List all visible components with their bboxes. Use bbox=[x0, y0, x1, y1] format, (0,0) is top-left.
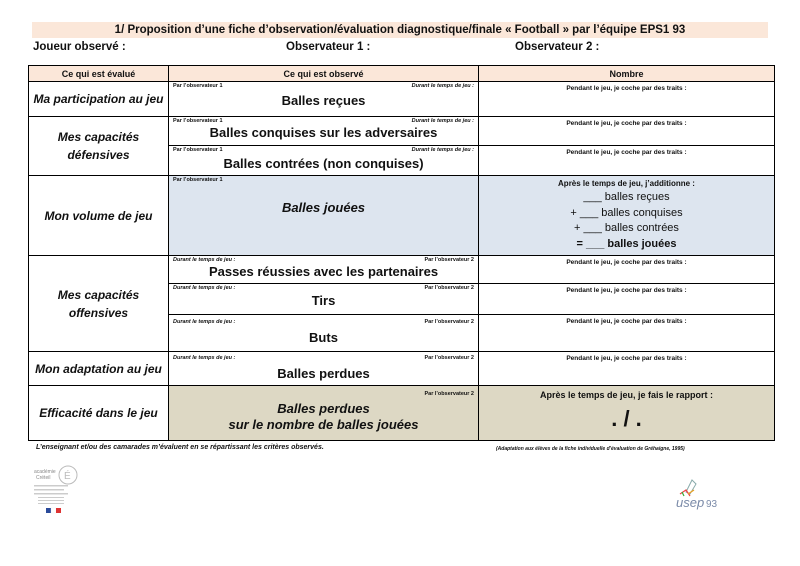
observed-balles-perdues: Balles perdues bbox=[277, 366, 370, 381]
tally-field[interactable]: Pendant le jeu, je coche par des traits : bbox=[479, 315, 775, 352]
svg-text:académie: académie bbox=[34, 469, 56, 475]
tag-obs1: Par l’observateur 1 bbox=[173, 118, 223, 124]
tag-durant: Durant le temps de jeu : bbox=[173, 285, 236, 291]
svg-text:usep: usep bbox=[676, 495, 705, 510]
svg-text:93: 93 bbox=[706, 499, 718, 510]
tag-obs2: Par l’observateur 2 bbox=[424, 319, 474, 325]
academie-creteil-logo bbox=[28, 463, 88, 518]
tag-durant: Durant le temps de jeu : bbox=[411, 118, 474, 124]
observateur2-label: Observateur 2 : bbox=[515, 41, 600, 53]
eval-defensive: Mes capacités défensives bbox=[29, 117, 169, 176]
col-header-nombre: Nombre bbox=[479, 66, 775, 82]
tally-field[interactable]: Pendant le jeu, je coche par des traits : bbox=[479, 256, 775, 284]
observed-passes: Passes réussies avec les partenaires bbox=[208, 264, 439, 279]
usep93-logo bbox=[672, 478, 732, 510]
tag-obs2: Par l’observateur 2 bbox=[424, 257, 474, 263]
observed-cell bbox=[169, 256, 479, 284]
tag-obs1: Par l’observateur 1 bbox=[173, 177, 223, 183]
observed-cell bbox=[169, 284, 479, 315]
observed-cell bbox=[169, 146, 479, 176]
svg-text:Créteil: Créteil bbox=[36, 475, 51, 481]
footer-source: (Adaptation aux élèves de la fiche individuelle d’évaluation de Gréhaigne, 1995) bbox=[496, 446, 685, 452]
sum-line-conquises: + ___ balles conquises bbox=[570, 206, 683, 219]
observed-ratio-line1: Balles perdues bbox=[277, 401, 370, 416]
eval-participation: Ma participation au jeu bbox=[29, 82, 169, 117]
tag-obs1: Par l’observateur 1 bbox=[173, 147, 223, 153]
observed-cell bbox=[169, 386, 479, 441]
table-row bbox=[29, 176, 775, 256]
tag-durant: Durant le temps de jeu : bbox=[173, 355, 236, 361]
tally-field[interactable]: Pendant le jeu, je coche par des traits : bbox=[479, 146, 775, 176]
observed-tirs: Tirs bbox=[311, 293, 336, 308]
eval-efficacite: Efficacité dans le jeu bbox=[29, 386, 169, 441]
eval-volume: Mon volume de jeu bbox=[29, 176, 169, 256]
observed-cell bbox=[169, 315, 479, 352]
tally-field[interactable]: Pendant le jeu, je coche par des traits : bbox=[479, 284, 775, 315]
observed-cell bbox=[169, 352, 479, 386]
sum-heading: Après le temps de jeu, j’additionne : bbox=[558, 179, 695, 188]
page-title: 1/ Proposition d’une fiche d’observation/évaluation diagnostique/finale « Football » par l’équipe EPS1 93 bbox=[32, 22, 768, 38]
observed-ratio-line2: sur le nombre de balles jouées bbox=[228, 417, 419, 432]
tally-field[interactable]: Pendant le jeu, je coche par des traits : bbox=[479, 352, 775, 386]
sum-field[interactable] bbox=[479, 176, 775, 256]
ratio-value: . / . bbox=[611, 406, 642, 431]
tag-obs2: Par l’observateur 2 bbox=[424, 391, 474, 397]
table-row bbox=[29, 82, 775, 117]
col-header-evalue: Ce qui est évalué bbox=[29, 66, 169, 82]
table-row bbox=[29, 352, 775, 386]
ratio-field[interactable] bbox=[479, 386, 775, 441]
sum-line-recues: ___ balles reçues bbox=[583, 191, 670, 203]
table-row bbox=[29, 386, 775, 441]
observateur1-label: Observateur 1 : bbox=[286, 41, 371, 53]
observed-balles-recues: Balles reçues bbox=[281, 93, 366, 108]
tag-obs2: Par l’observateur 2 bbox=[424, 285, 474, 291]
col-header-observe: Ce qui est observé bbox=[169, 66, 479, 82]
table-row bbox=[29, 256, 775, 284]
footer-note: L’enseignant et/ou des camarades m’évaluent en se répartissant les critères observés. bbox=[36, 444, 324, 451]
tag-durant: Durant le temps de jeu : bbox=[173, 257, 236, 263]
tag-durant: Durant le temps de jeu : bbox=[411, 147, 474, 153]
observed-cell bbox=[169, 176, 479, 256]
sum-line-jouees: = ___ balles jouées bbox=[576, 237, 677, 250]
ratio-heading: Après le temps de jeu, je fais le rapport : bbox=[539, 390, 714, 400]
table-header-row bbox=[29, 66, 775, 82]
observed-buts: Buts bbox=[309, 330, 338, 345]
evaluation-table bbox=[28, 65, 775, 441]
tag-obs2: Par l’observateur 2 bbox=[424, 355, 474, 361]
tally-field[interactable]: Pendant le jeu, je coche par des traits : bbox=[479, 82, 775, 117]
observed-cell bbox=[169, 82, 479, 117]
table-row bbox=[29, 117, 775, 146]
tag-obs1: Par l’observateur 1 bbox=[173, 83, 223, 89]
tag-durant: Durant le temps de jeu : bbox=[411, 83, 474, 89]
observed-balles-conquises: Balles conquises sur les adversaires bbox=[209, 125, 438, 140]
observed-balles-contrees: Balles contrées (non conquises) bbox=[223, 156, 424, 171]
observed-balles-jouees: Balles jouées bbox=[281, 200, 366, 215]
observed-cell bbox=[169, 117, 479, 146]
tally-field[interactable]: Pendant le jeu, je coche par des traits : bbox=[479, 117, 775, 146]
sum-line-contrees: + ___ balles contrées bbox=[574, 222, 679, 234]
eval-adaptation: Mon adaptation au jeu bbox=[29, 352, 169, 386]
eval-offensive: Mes capacités offensives bbox=[29, 256, 169, 352]
joueur-label: Joueur observé : bbox=[33, 41, 126, 53]
svg-text:É: É bbox=[64, 471, 71, 482]
tag-durant: Durant le temps de jeu : bbox=[173, 319, 236, 325]
